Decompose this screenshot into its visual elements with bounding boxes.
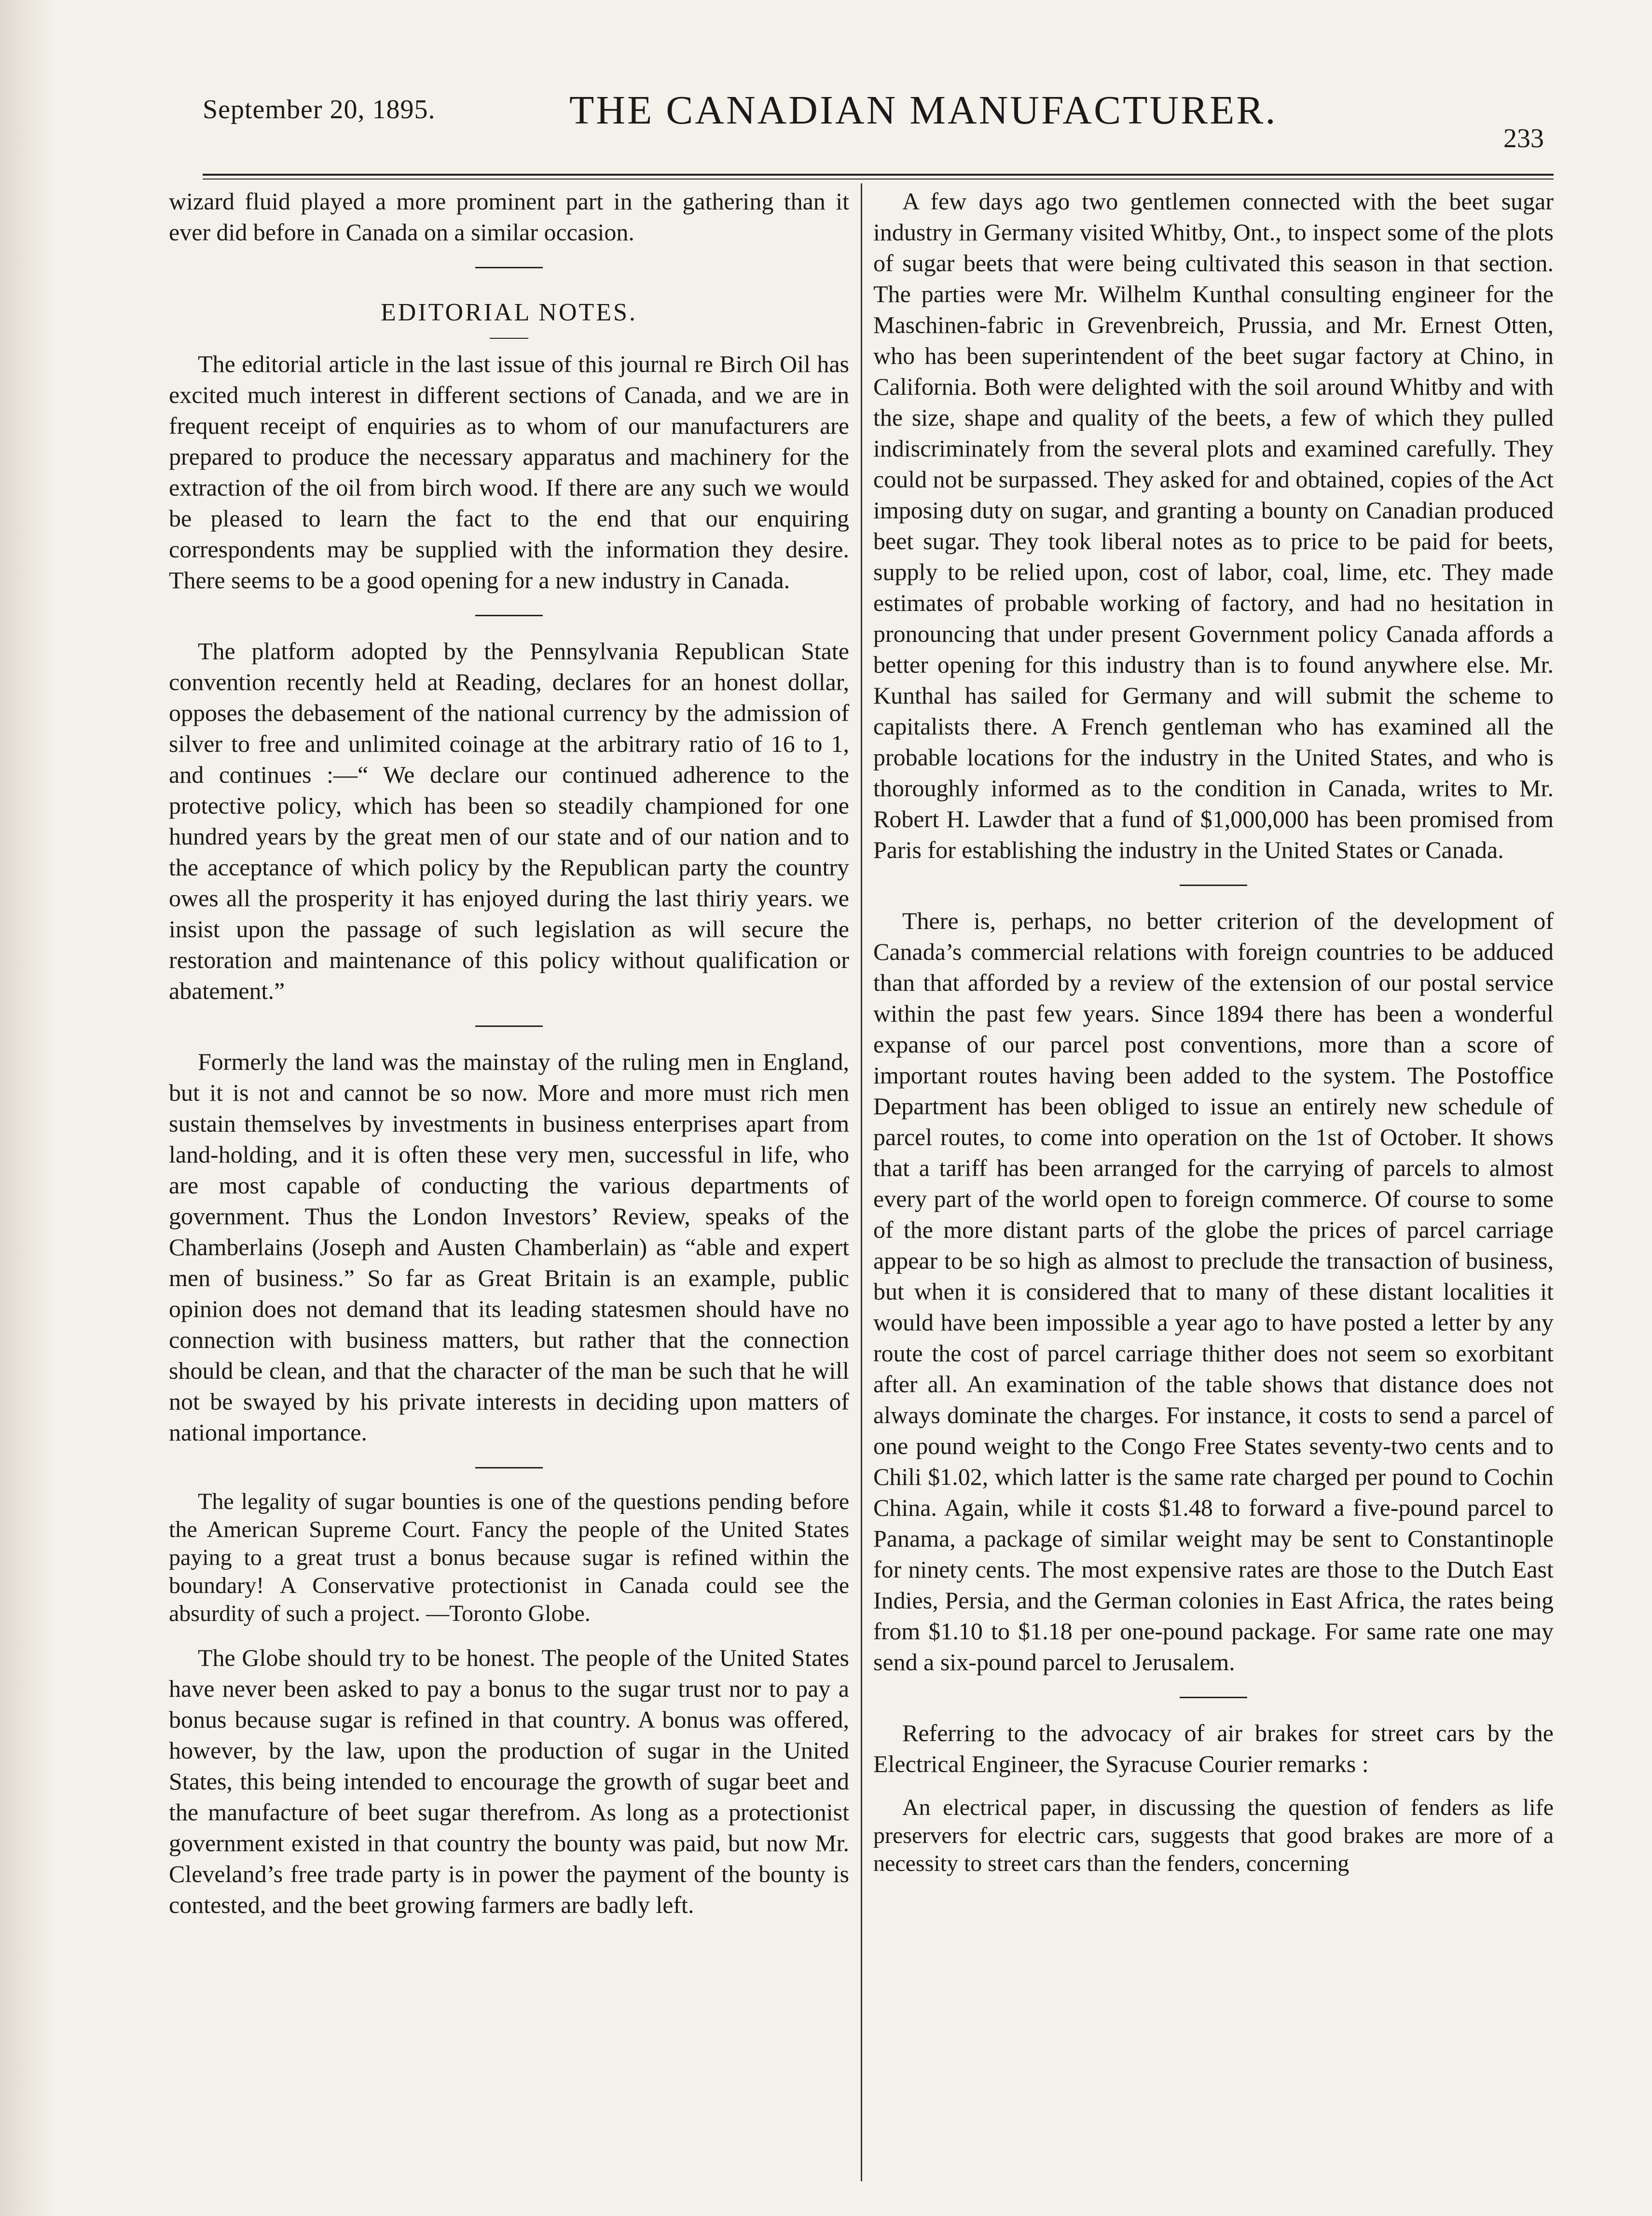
article-birch-oil: The editorial article in the last issue of this journal re Birch Oil has excited much interest in different sections of Canada, and we are in frequent receipt of enquiries as to whom of our manufacturers are prepared to produce the necessary apparatus and machinery for the extraction of the oil from birch wood. If there are any such we would be pleased to learn the fact to the end that our enquiring correspondents may be supplied with the information they desire. There seems to be a good opening for a new industry in Canada.	[169, 350, 849, 594]
quoted-toronto-globe: The legality of sugar bounties is one of the questions pending before the American Supreme Court. Fancy the people of the United States paying to a great trust a bonus because sugar is refined within the boundary! A Conservative protectionist in Canada could see the absurdity of such a project. —Toronto Globe.	[169, 1489, 849, 1626]
title-underline	[490, 338, 528, 339]
article-air-brakes: Referring to the advocacy of air brakes for street cars by the Electrical Engineer, the Syracuse Courier remarks :	[873, 1719, 1554, 1777]
article-land-mainstay: Formerly the land was the mainstay of the ruling men in England, but it is not and cannot be so now. More and more must rich men sustain themselves by investments in business enterprises apart from land-holding, and it is often these very men, successful in life, who are most capable of conducting the various departments of government. Thus the London Investors’ Review, speaks of the Chamberlains (Joseph and Austen Chamberlain) as “able and expert men of business.” So far as Great Britain is an example, public opinion does not demand that its leading statesmen should have no connection with business matters, but rather that the connection should be clean, and that the character of the man be such that he will not be swayed by his private interests in deciding upon matters of national importance.	[169, 1048, 849, 1446]
page-number: 233	[1503, 124, 1544, 153]
column-divider	[861, 183, 862, 2181]
page-header	[203, 84, 1544, 157]
article-pennsylvania-platform: The platform adopted by the Pennsylvania Republican State convention recently held at Reading, declares for an honest dollar, opposes the debasement of the national currency by the admission of silver to free and unlimited coinage at the arbitrary ratio of 16 to 1, and continues :—“ We declare our continued adherence to the protective policy, which has been so steadily championed for one hundred years by the great men of our state and of our nation and to the acceptance of which policy by the Republican party the country owes all the prosperity it has enjoyed during the last thiriy years. we insist upon the passage of such legislation as will secure the restoration and maintenance of this policy without qualification or abatement.”	[169, 637, 849, 1004]
article-separator	[475, 1467, 543, 1468]
article-separator	[1180, 885, 1247, 886]
right-column	[873, 186, 1554, 1878]
header-double-rule	[203, 174, 1554, 180]
section-title: EDITORIAL NOTES.	[381, 299, 637, 326]
article-beet-sugar: A few days ago two gentlemen connected with the beet sugar industry in Germany visited Whitby, Ont., to inspect some of the plots of sugar beets that were being cultivated this season in that section. The parties were Mr. Wilhelm Kunthal consulting engineer for the Maschinen-fabric in Grevenbreich, Prussia, and Mr. Ernest Otten, who has been superintendent of the beet sugar factory at Chino, in California. Both were delighted with the soil around Whitby and with the size, shape and quality of the beets, a few of which they pulled indiscriminately from the several plots and examined carefully. They could not be surpassed. They asked for and obtained, copies of the Act imposing duty on sugar, and granting a bounty on Canadian produced beet sugar. They took liberal notes as to price to be paid for beets, supply to be relied upon, cost of labor, coal, lime, etc. They made estimates of probable working of factory, and had no hesitation in pronouncing that under present Government policy Canada affords a better opening for this industry than is to found anywhere else. Mr. Kunthal has sailed for Germany and will submit the scheme to capitalists there. A French gentleman who has examined all the probable locations for the industry in the United States, and who is thoroughly informed as to the condition in Canada, writes to Mr. Robert H. Lawder that a fund of $1,000,000 has been promised from Paris for establishing the industry in the United States or Canada.	[873, 188, 1554, 863]
section-rule	[475, 267, 543, 268]
intro-continuation: wizard fluid played a more prominent part in the gathering than it ever did before in Canada on a similar occasion.	[169, 188, 849, 246]
header-date: September 20, 1895.	[203, 95, 436, 125]
article-globe-reply: The Globe should try to be honest. The people of the United States have never been asked to pay a bonus to the sugar trust nor to pay a bonus because sugar is refined in that country. A bonus was offered, however, by the law, upon the production of sugar in the United States, this being intended to encourage the growth of sugar beet and the manufacture of beet sugar therefrom. As long as a protectionist government existed in that country the bounty was paid, but now Mr. Cleveland’s free trade party is in power the payment of the bounty is contested, and the beet growing farmers are badly left.	[169, 1644, 849, 1918]
article-separator	[475, 615, 543, 616]
left-column	[169, 186, 849, 1920]
header-title: THE CANADIAN MANUFACTURER.	[569, 88, 1278, 133]
scan-edge-shadow	[0, 0, 53, 2216]
quoted-electrical-paper: An electrical paper, in discussing the question of fenders as life preservers for electric cars, suggests that good brakes are more of a necessity to street cars than the fenders, concerning	[873, 1795, 1554, 1876]
article-separator	[1180, 1697, 1247, 1698]
article-separator	[475, 1025, 543, 1027]
article-postal-service: There is, perhaps, no better criterion of the development of Canada’s commercial relations with foreign countries to be adduced than that afforded by a review of the extension of our postal service within the past few years. Since 1894 there has been a wonderful expanse of our parcel post conventions, more than a score of important routes having been added to the system. The Postoffice Department has been obliged to issue an entirely new schedule of parcel routes, to come into operation on the 1st of October. It shows that a tariff has been arranged for the carrying of parcels to almost every part of the world open to foreign commerce. Of course to some of the more distant parts of the globe the prices of parcel carriage appear to be so high as almost to preclude the transaction of business, but when it is considered that to many of these distant localities it would have been impossible a year ago to have posted a letter by any route the cost of parcel carriage thither does not seem so exorbitant after all. An examination of the table shows that distance does not always dominate the charges. For instance, it costs to send a parcel of one pound weight to the Congo Free States seventy-two cents and to Chili $1.02, which latter is the same rate charged per pound to Cochin China. Again, while it costs $1.48 to forward a five-pound parcel to Panama, a package of similar weight may be sent to Constantinople for ninety cents. The most expensive rates are those to the Dutch East Indies, Persia, and the German colonies in East Africa, the rates being from $1.10 to $1.18 per one-pound package. For same rate one may send a six-pound parcel to Jerusalem.	[873, 907, 1554, 1676]
